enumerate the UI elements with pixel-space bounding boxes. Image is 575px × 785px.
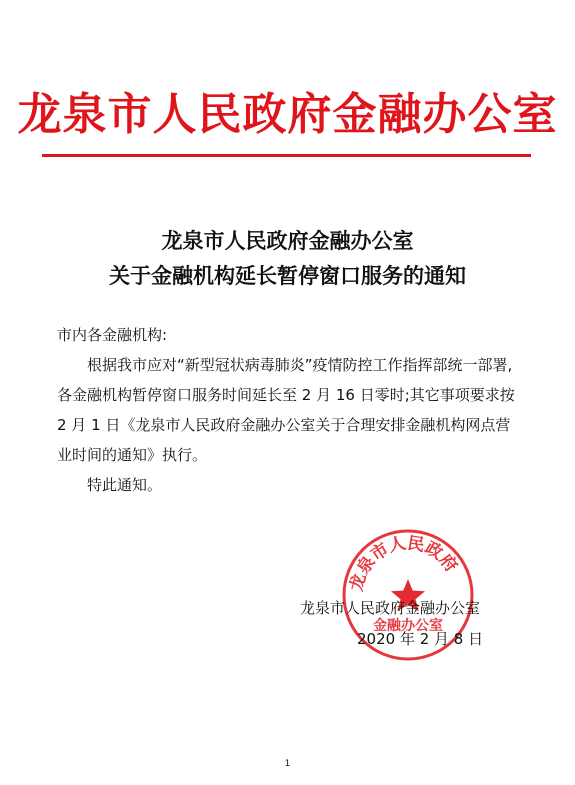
letterhead-red-rule <box>42 154 531 157</box>
letterhead-org-name: 龙泉市人民政府金融办公室 <box>17 89 558 140</box>
closing-line: 特此通知。 <box>87 476 163 494</box>
document-title-line2: 关于金融机构延长暂停窗口服务的通知 <box>109 263 466 288</box>
svg-text:金融办公室: 金融办公室 <box>373 618 443 634</box>
document-title-line1: 龙泉市人民政府金融办公室 <box>161 228 414 253</box>
body-paragraph: 根据我市应对“新型冠状病毒肺炎”疫情防控工作指挥部统一部署,各金融机构暂停窗口服务时间延长至 2 月 16 日零时;其它事项要求按 2 月 1 日《龙泉市人民政府金融办公室关于合理安排金融机构网点营业时间的通知》执行。 <box>57 356 515 464</box>
svg-text:龙泉市人民政府: 龙泉市人民政府 <box>346 533 462 594</box>
signature-org: 龙泉市人民政府金融办公室 <box>300 599 481 617</box>
document-body <box>57 320 519 500</box>
signature-date: 2020 年 2 月 8 日 <box>357 630 484 648</box>
page-number: 1 <box>284 759 291 769</box>
salutation: 市内各金融机构: <box>57 326 168 344</box>
